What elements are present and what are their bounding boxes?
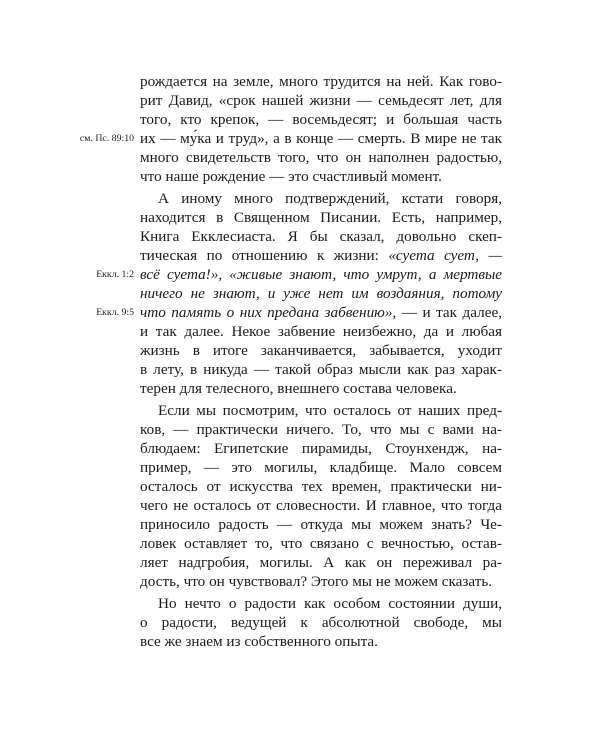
text-fragment: рождается на земле, много трудится на ней. Как гово- [140,73,502,90]
text-line [140,91,502,110]
text-fragment: приносило радость — откуда мы можем знать? Че- [140,516,502,533]
text-line [140,227,502,246]
text-fragment: терен для телесного, внешнего состава человека. [140,380,457,397]
italic-quote-fragment: «суета сует, — [388,247,503,264]
text-line [140,360,502,379]
text-fragment: в лету, в никуда — такой образ мысли как раз харак- [140,361,502,378]
text-line [140,420,502,439]
text-line [140,439,502,458]
text-fragment: рит Давид, «срок нашей жизни — семьдесят лет, для [140,92,502,109]
text-line [140,572,502,591]
text-fragment: их — му́ка и труд», а в конце — смерть. В мире не так [140,130,502,147]
italic-quote-fragment: что память о них предана забвению» [140,304,393,321]
margin-reference-note: Еккл. 9:5 [96,307,134,318]
text-line [140,458,502,477]
text-fragment: чего не осталось от словесности. И главное, что тогда [140,497,502,514]
text-fragment: Книга Екклесиаста. Я бы сказал, довольно скеп- [140,228,502,245]
text-fragment: тическая по отношению к жизни: [140,247,389,264]
text-fragment: А иному много подтверждений, кстати говоря, [158,190,502,207]
italic-quote-fragment: всё суета!», «живые знают, что умрут, а мертвые [140,266,502,283]
text-fragment: пример, — это могилы, кладбище. Мало совсем [140,459,502,476]
text-line [140,284,502,303]
text-line [158,401,502,420]
text-line [158,594,502,613]
text-fragment: жизнь в итоге заканчивается, забывается, уходит [140,342,502,359]
text-fragment: Но нечто о радости как особом состоянии души, [158,595,502,612]
text-line [140,265,502,284]
text-fragment: находится в Священном Писании. Есть, например, [140,209,502,226]
text-fragment: и так далее. Некое забвение неизбежно, да и любая [140,323,502,340]
text-fragment: ков, — практически ничего. То, что мы с вами на- [140,421,502,438]
text-fragment: осталось от искусства тех времен, практически ни- [140,478,502,495]
text-line [140,246,502,265]
margin-reference-note: см. Пс. 89:10 [79,133,134,144]
text-fragment: все же знаем из собственного опыта. [140,633,378,650]
text-line [140,632,502,651]
text-fragment: , — и так далее, [392,304,503,321]
text-line [140,534,502,553]
text-fragment: ляет надгробия, могилы. А как он переживал ра- [140,554,502,571]
text-line [140,515,502,534]
text-line [140,303,502,322]
text-line [140,553,502,572]
text-line [158,189,502,208]
text-fragment: дость, что он чувствовал? Этого мы не можем сказать. [140,573,493,590]
text-line [140,322,502,341]
text-line [140,379,502,398]
text-fragment: ловек оставляет то, что связано с вечностью, остав- [140,535,502,552]
italic-quote-fragment: ничего не знают, и уже нет им воздаяния, потому [140,285,502,302]
text-line [140,477,502,496]
text-line [140,341,502,360]
text-line [140,208,502,227]
text-fragment: Если мы посмотрим, что осталось от наших пред- [158,402,502,419]
margin-reference-note: Еккл. 1:2 [96,269,134,280]
text-line [140,496,502,515]
text-line [140,613,502,632]
text-fragment: много свидетельств того, что он наполнен радостью, [140,149,502,166]
text-line [140,167,502,186]
text-line [140,110,502,129]
text-line [140,148,502,167]
text-fragment: блюдаем: Египетские пирамиды, Стоунхендж, на- [140,440,502,457]
text-line [140,72,502,91]
text-fragment: что наше рождение — это счастливый момент. [140,168,442,185]
text-line [140,129,502,148]
text-fragment: того, кто крепок, — восемьдесят; и большая часть [140,111,502,128]
text-fragment: о радости, ведущей к абсолютной свободе, мы [140,614,502,631]
